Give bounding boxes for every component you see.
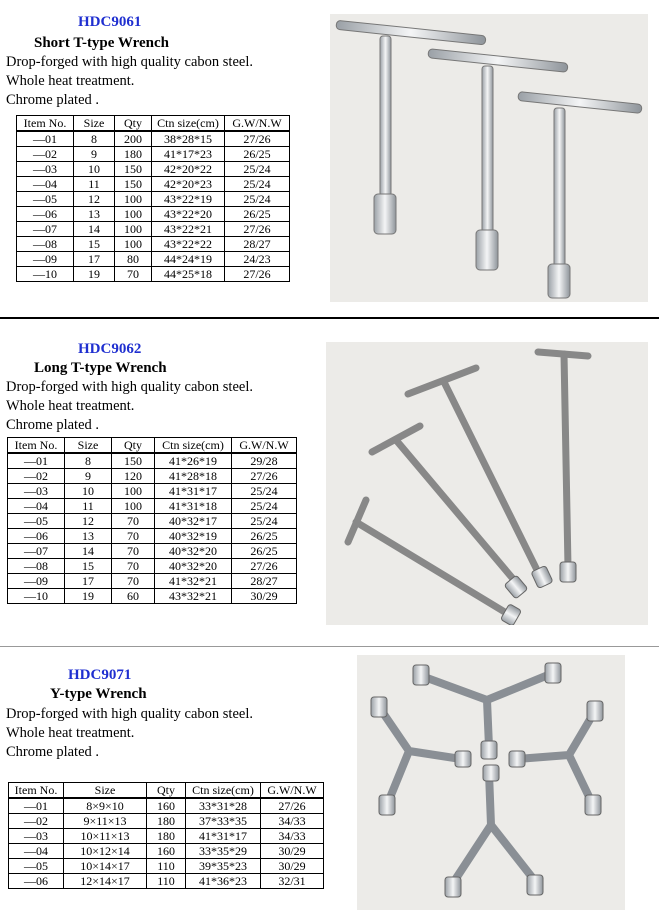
- col-header: G.W/N.W: [225, 116, 290, 132]
- table-cell: 40*32*17: [155, 514, 232, 529]
- col-header: G.W/N.W: [261, 783, 324, 799]
- table-cell: 27/26: [225, 131, 290, 147]
- table-cell: 8: [65, 453, 112, 469]
- col-header: Item No.: [17, 116, 74, 132]
- table-cell: 40*32*20: [155, 559, 232, 574]
- product-photo: [326, 342, 648, 625]
- table-header-row: [17, 116, 290, 132]
- table-cell: 12: [74, 192, 115, 207]
- table-cell: —05: [8, 514, 65, 529]
- table-row: [8, 559, 297, 574]
- table-cell: 70: [112, 544, 155, 559]
- table-cell: 26/25: [225, 207, 290, 222]
- table-cell: 12×14×17: [64, 874, 147, 889]
- table-header-row: [8, 438, 297, 454]
- table-cell: —05: [17, 192, 74, 207]
- table-cell: —04: [8, 499, 65, 514]
- table-cell: 180: [147, 829, 186, 844]
- col-header: Ctn size(cm): [155, 438, 232, 454]
- spec-table: [7, 437, 297, 604]
- table-header-row: [9, 783, 324, 799]
- table-cell: 10×12×14: [64, 844, 147, 859]
- table-row: [9, 798, 324, 814]
- spec-table: [8, 782, 324, 889]
- table-cell: 37*33*35: [186, 814, 261, 829]
- table-cell: 200: [115, 131, 152, 147]
- table-cell: 15: [74, 237, 115, 252]
- table-cell: 9: [65, 469, 112, 484]
- table-cell: 70: [115, 267, 152, 282]
- table-cell: 19: [74, 267, 115, 282]
- spec-table: [16, 115, 290, 282]
- col-header: Qty: [147, 783, 186, 799]
- table-cell: —02: [17, 147, 74, 162]
- table-cell: 17: [74, 252, 115, 267]
- table-cell: 15: [65, 559, 112, 574]
- table-cell: 70: [112, 559, 155, 574]
- table-cell: 33*35*29: [186, 844, 261, 859]
- table-cell: 40*32*20: [155, 544, 232, 559]
- table-cell: 28/27: [232, 574, 297, 589]
- product-title: Y-type Wrench: [50, 686, 147, 702]
- table-cell: 27/26: [225, 267, 290, 282]
- table-cell: 29/28: [232, 453, 297, 469]
- table-cell: —07: [17, 222, 74, 237]
- table-row: [8, 574, 297, 589]
- table-cell: 180: [115, 147, 152, 162]
- table-cell: 70: [112, 574, 155, 589]
- desc-line: Chrome plated .: [6, 92, 100, 108]
- table-row: [9, 829, 324, 844]
- table-row: [8, 544, 297, 559]
- table-cell: 41*31*17: [155, 484, 232, 499]
- table-cell: 26/25: [225, 147, 290, 162]
- table-body: [8, 453, 297, 604]
- table-cell: —05: [9, 859, 64, 874]
- col-header: Size: [64, 783, 147, 799]
- col-header: Item No.: [8, 438, 65, 454]
- table-cell: 11: [65, 499, 112, 514]
- desc-line: Whole heat treatment.: [6, 398, 135, 414]
- table-row: [8, 514, 297, 529]
- table-cell: 44*24*19: [152, 252, 225, 267]
- table-cell: 25/24: [232, 514, 297, 529]
- table-cell: —02: [9, 814, 64, 829]
- table-cell: 17: [65, 574, 112, 589]
- section-divider: [0, 646, 659, 647]
- table-cell: 100: [115, 207, 152, 222]
- table-cell: 160: [147, 798, 186, 814]
- table-cell: —09: [8, 574, 65, 589]
- table-row: [17, 237, 290, 252]
- table-cell: 40*32*19: [155, 529, 232, 544]
- table-cell: —06: [9, 874, 64, 889]
- table-cell: 41*31*18: [155, 499, 232, 514]
- table-cell: 70: [112, 529, 155, 544]
- product-code: HDC9062: [78, 341, 142, 357]
- table-cell: —04: [9, 844, 64, 859]
- table-cell: 9: [74, 147, 115, 162]
- table-row: [17, 222, 290, 237]
- t-wrench-short-icon: [330, 14, 648, 302]
- table-cell: 41*26*19: [155, 453, 232, 469]
- table-cell: 27/26: [232, 559, 297, 574]
- col-header: G.W/N.W: [232, 438, 297, 454]
- table-row: [8, 484, 297, 499]
- desc-line: Chrome plated .: [6, 744, 100, 760]
- table-cell: —03: [17, 162, 74, 177]
- product-photo: [330, 14, 648, 302]
- table-cell: 150: [115, 177, 152, 192]
- table-row: [17, 147, 290, 162]
- product-photo: [357, 655, 625, 910]
- table-cell: 32/31: [261, 874, 324, 889]
- table-cell: 25/24: [232, 484, 297, 499]
- table-row: [8, 469, 297, 484]
- table-cell: 42*20*23: [152, 177, 225, 192]
- table-cell: 34/33: [261, 814, 324, 829]
- table-cell: 25/24: [225, 177, 290, 192]
- table-cell: 10×14×17: [64, 859, 147, 874]
- table-cell: 9×11×13: [64, 814, 147, 829]
- desc-line: Drop-forged with high quality cabon steel.: [6, 706, 253, 722]
- desc-line: Chrome plated .: [6, 417, 100, 433]
- col-header: Size: [65, 438, 112, 454]
- table-cell: 14: [74, 222, 115, 237]
- table-cell: 19: [65, 589, 112, 604]
- table-cell: —04: [17, 177, 74, 192]
- table-cell: 110: [147, 874, 186, 889]
- table-cell: —10: [8, 589, 65, 604]
- table-cell: 27/26: [232, 469, 297, 484]
- table-row: [17, 252, 290, 267]
- table-cell: —08: [17, 237, 74, 252]
- desc-line: Drop-forged with high quality cabon steel.: [6, 379, 253, 395]
- table-cell: 120: [112, 469, 155, 484]
- table-cell: 42*20*22: [152, 162, 225, 177]
- table-cell: 30/29: [261, 859, 324, 874]
- table-cell: 30/29: [232, 589, 297, 604]
- table-cell: 10: [65, 484, 112, 499]
- col-header: Qty: [112, 438, 155, 454]
- table-cell: 150: [115, 162, 152, 177]
- t-wrench-long-icon: [326, 342, 648, 625]
- table-row: [8, 453, 297, 469]
- table-cell: 10: [74, 162, 115, 177]
- table-cell: 8: [74, 131, 115, 147]
- table-cell: 34/33: [261, 829, 324, 844]
- table-row: [17, 177, 290, 192]
- table-cell: 39*35*23: [186, 859, 261, 874]
- table-row: [17, 207, 290, 222]
- desc-line: Whole heat treatment.: [6, 73, 135, 89]
- product-code: HDC9061: [78, 14, 142, 30]
- table-cell: 33*31*28: [186, 798, 261, 814]
- table-cell: 100: [112, 484, 155, 499]
- table-cell: —06: [17, 207, 74, 222]
- table-cell: —10: [17, 267, 74, 282]
- table-row: [9, 814, 324, 829]
- table-cell: 100: [115, 237, 152, 252]
- table-cell: 41*32*21: [155, 574, 232, 589]
- table-cell: 160: [147, 844, 186, 859]
- table-cell: 26/25: [232, 529, 297, 544]
- table-cell: 24/23: [225, 252, 290, 267]
- table-cell: —03: [8, 484, 65, 499]
- table-cell: 150: [112, 453, 155, 469]
- table-cell: 26/25: [232, 544, 297, 559]
- table-cell: 25/24: [225, 162, 290, 177]
- table-cell: 28/27: [225, 237, 290, 252]
- table-cell: 100: [115, 192, 152, 207]
- table-cell: 10×11×13: [64, 829, 147, 844]
- table-cell: 60: [112, 589, 155, 604]
- table-cell: 25/24: [225, 192, 290, 207]
- table-cell: 14: [65, 544, 112, 559]
- table-cell: —07: [8, 544, 65, 559]
- table-cell: —01: [8, 453, 65, 469]
- table-cell: —01: [9, 798, 64, 814]
- product-title: Short T-type Wrench: [34, 35, 170, 51]
- table-cell: 27/26: [261, 798, 324, 814]
- table-cell: —03: [9, 829, 64, 844]
- table-cell: 13: [65, 529, 112, 544]
- table-cell: —06: [8, 529, 65, 544]
- table-cell: 13: [74, 207, 115, 222]
- table-cell: 100: [115, 222, 152, 237]
- table-row: [9, 844, 324, 859]
- table-cell: —02: [8, 469, 65, 484]
- table-row: [8, 499, 297, 514]
- col-header: Ctn size(cm): [152, 116, 225, 132]
- table-row: [9, 874, 324, 889]
- table-cell: 80: [115, 252, 152, 267]
- table-cell: 27/26: [225, 222, 290, 237]
- section-divider: [0, 317, 659, 319]
- table-row: [17, 131, 290, 147]
- table-body: [17, 131, 290, 282]
- product-description: [6, 53, 253, 110]
- product-code: HDC9071: [68, 667, 132, 683]
- table-cell: 8×9×10: [64, 798, 147, 814]
- table-row: [8, 589, 297, 604]
- table-cell: 70: [112, 514, 155, 529]
- table-cell: 43*22*21: [152, 222, 225, 237]
- table-row: [17, 192, 290, 207]
- table-cell: 43*22*20: [152, 207, 225, 222]
- y-wrench-icon: [357, 655, 625, 910]
- col-header: Ctn size(cm): [186, 783, 261, 799]
- product-description: [6, 705, 253, 762]
- table-cell: —01: [17, 131, 74, 147]
- table-cell: 11: [74, 177, 115, 192]
- table-row: [8, 529, 297, 544]
- col-header: Qty: [115, 116, 152, 132]
- table-row: [9, 859, 324, 874]
- table-cell: 43*32*21: [155, 589, 232, 604]
- product-description: [6, 378, 253, 435]
- table-cell: —09: [17, 252, 74, 267]
- table-cell: 44*25*18: [152, 267, 225, 282]
- table-cell: 43*22*19: [152, 192, 225, 207]
- table-cell: 30/29: [261, 844, 324, 859]
- desc-line: Drop-forged with high quality cabon steel.: [6, 54, 253, 70]
- table-cell: 41*36*23: [186, 874, 261, 889]
- table-cell: —08: [8, 559, 65, 574]
- desc-line: Whole heat treatment.: [6, 725, 135, 741]
- table-cell: 110: [147, 859, 186, 874]
- table-cell: 43*22*22: [152, 237, 225, 252]
- product-title: Long T-type Wrench: [34, 360, 167, 376]
- table-cell: 38*28*15: [152, 131, 225, 147]
- table-cell: 25/24: [232, 499, 297, 514]
- table-cell: 180: [147, 814, 186, 829]
- table-body: [9, 798, 324, 889]
- table-cell: 100: [112, 499, 155, 514]
- table-row: [17, 162, 290, 177]
- table-row: [17, 267, 290, 282]
- col-header: Item No.: [9, 783, 64, 799]
- table-cell: 41*28*18: [155, 469, 232, 484]
- table-cell: 12: [65, 514, 112, 529]
- col-header: Size: [74, 116, 115, 132]
- table-cell: 41*17*23: [152, 147, 225, 162]
- table-cell: 41*31*17: [186, 829, 261, 844]
